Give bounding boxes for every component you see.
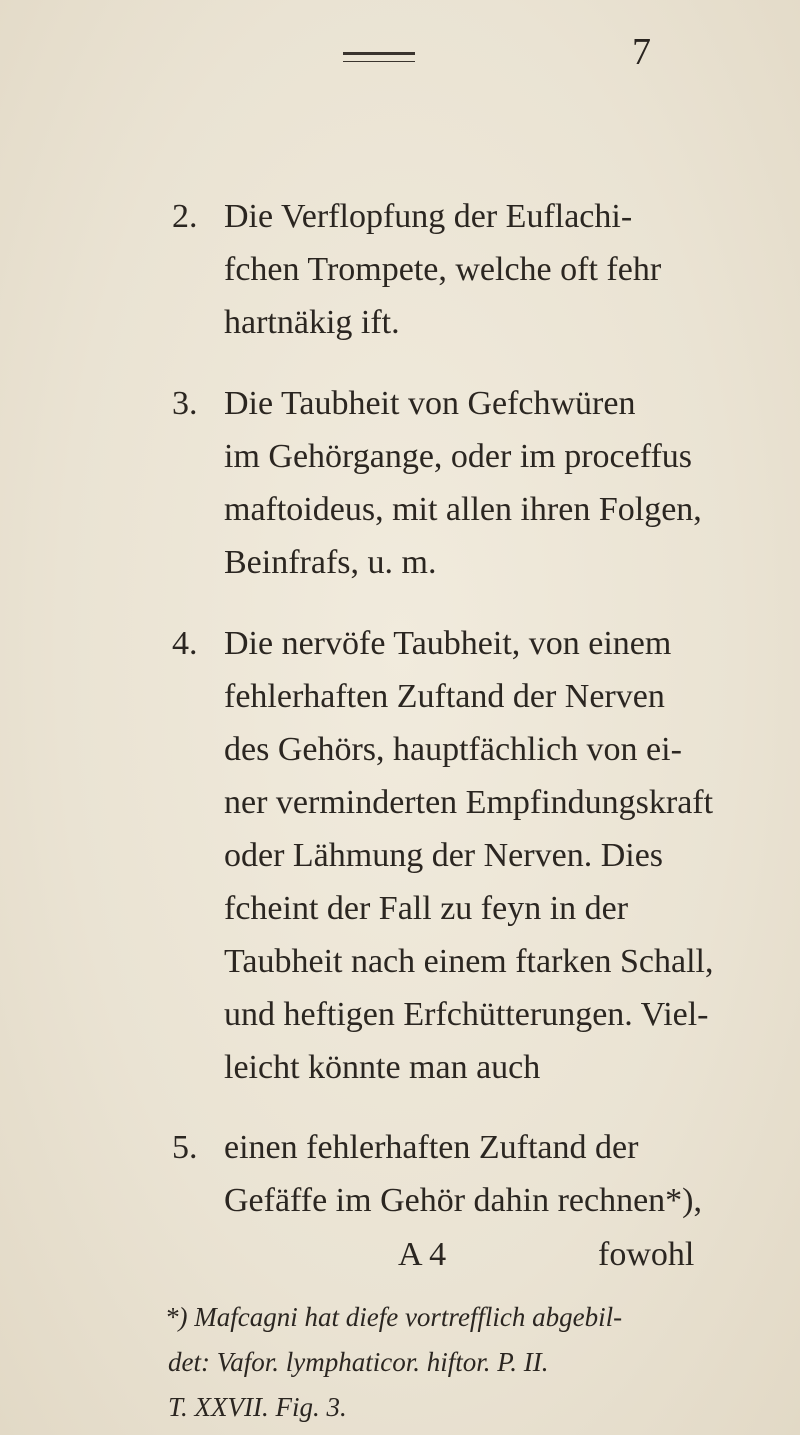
item-number: 3. [172, 385, 198, 422]
footnote-line: T. XXVII. Fig. 3. [168, 1392, 347, 1422]
page-number: 7 [632, 31, 651, 73]
text-line: leicht könnte man auch [224, 1049, 541, 1086]
text-line: Gefäffe im Gehör dahin rechnen*), [224, 1182, 702, 1219]
text-line: und heftigen Erfchütterungen. Viel- [224, 996, 709, 1033]
footnote-line: det: Vafor. lymphaticor. hiftor. P. II. [168, 1347, 549, 1377]
header-rule [343, 52, 415, 62]
text-line: Taubheit nach einem ftarken Schall, [224, 943, 714, 980]
text-line: Die Verflopfung der Euflachi- [224, 198, 633, 235]
text-line: des Gehörs, hauptfächlich von ei- [224, 731, 682, 768]
item-number: 2. [172, 198, 198, 235]
text-line: Beinfrafs, u. m. [224, 544, 437, 581]
text-line: maftoideus, mit allen ihren Folgen, [224, 491, 702, 528]
text-line: hartnäkig ift. [224, 304, 400, 341]
text-line: im Gehörgange, oder im proceffus [224, 438, 692, 475]
text-line: fehlerhaften Zuftand der Nerven [224, 678, 665, 715]
text-line: fchen Trompete, welche oft fehr [224, 251, 662, 288]
text-line: Die Taubheit von Gefchwüren [224, 385, 636, 422]
signature-mark: A 4 [398, 1236, 447, 1273]
item-number: 4. [172, 625, 198, 662]
text-line: oder Lähmung der Nerven. Dies [224, 837, 664, 874]
catchword: fowohl [598, 1236, 695, 1273]
text-line: einen fehlerhaften Zuftand der [224, 1129, 639, 1166]
text-line: fcheint der Fall zu feyn in der [224, 890, 629, 927]
item-number: 5. [172, 1129, 198, 1166]
footnote-line: *) Mafcagni hat diefe vortrefflich abgebil- [165, 1302, 623, 1332]
text-line: Die nervöfe Taubheit, von einem [224, 625, 672, 662]
text-line: ner verminderten Empfindungskraft [224, 784, 714, 821]
